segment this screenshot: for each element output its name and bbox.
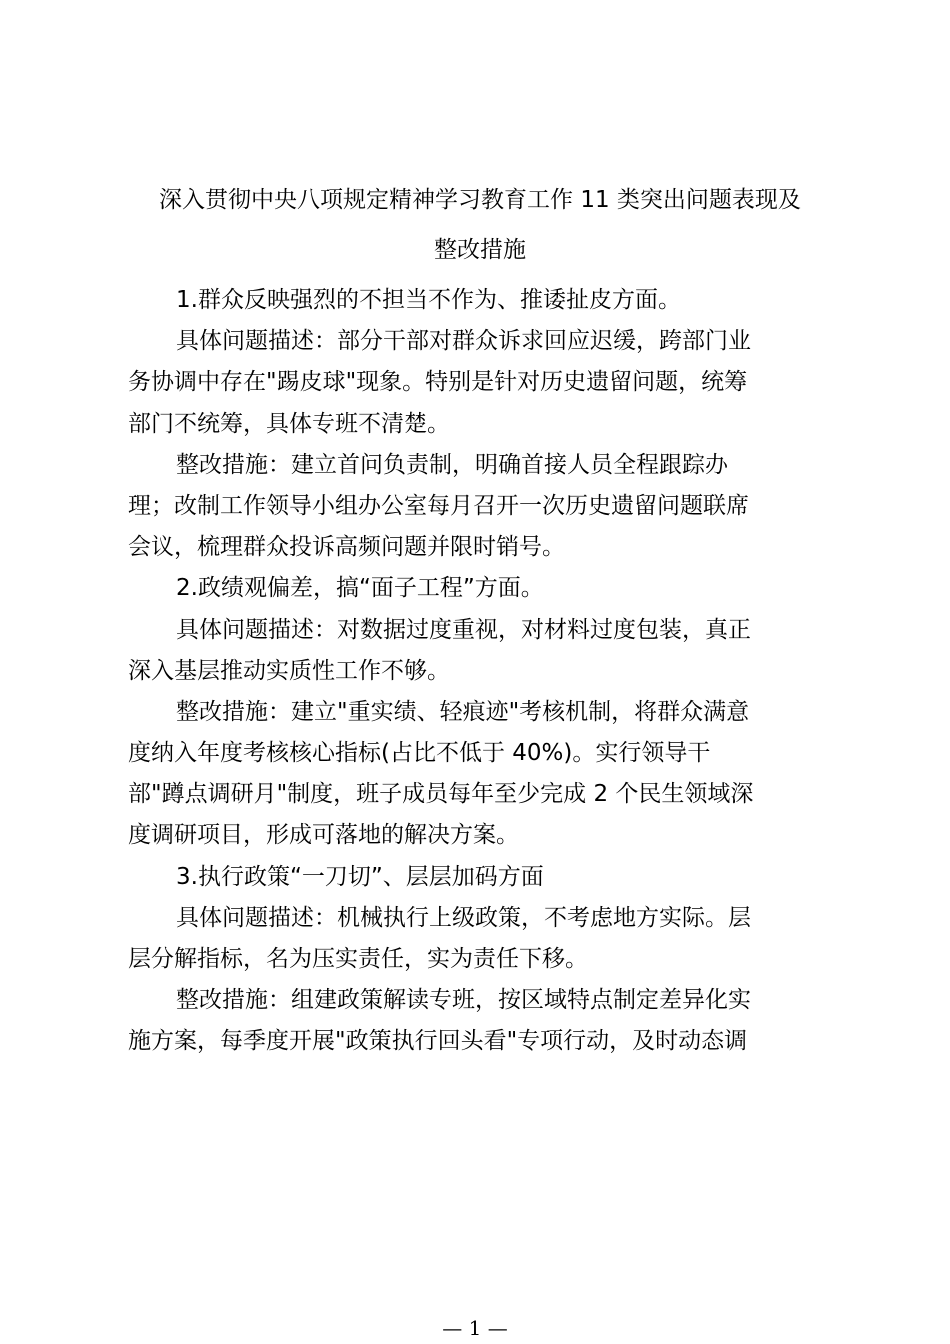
document-body bbox=[128, 280, 828, 1063]
body-line: 1.群众反映强烈的不担当不作为、推诿扯皮方面。 bbox=[176, 287, 681, 313]
body-line: 3.执行政策“一刀切”、层层加码方面 bbox=[176, 863, 544, 890]
body-line: 理；改制工作领导小组办公室每月召开一次历史遗留问题联席 bbox=[128, 492, 749, 519]
page-number: — 1 — bbox=[442, 1316, 508, 1340]
body-line: 务协调中存在"踢皮球"现象。特别是针对历史遗留问题，统筹 bbox=[128, 369, 748, 396]
body-line: 整改措施：组建政策解读专班，按区域特点制定差异化实 bbox=[176, 987, 751, 1014]
body-line: 部门不统筹，具体专班不清楚。 bbox=[128, 410, 450, 437]
body-line: 部"蹲点调研月"制度，班子成员每年至少完成 2 个民生领域深 bbox=[128, 781, 754, 808]
body-line: 度纳入年度考核核心指标(占比不低于 40%)。实行领导干 bbox=[128, 740, 711, 767]
body-line: 具体问题描述：部分干部对群众诉求回应迟缓，跨部门业 bbox=[176, 328, 751, 355]
body-line: 具体问题描述：对数据过度重视，对材料过度包装，真正 bbox=[176, 616, 751, 643]
body-line: 度调研项目，形成可落地的解决方案。 bbox=[128, 822, 519, 849]
body-line: 施方案，每季度开展"政策执行回头看"专项行动，及时动态调 bbox=[128, 1028, 748, 1055]
body-line: 会议，梳理群众投诉高频问题并限时销号。 bbox=[128, 534, 565, 561]
document-title-line-1: 深入贯彻中央八项规定精神学习教育工作 11 类突出问题表现及 bbox=[159, 187, 801, 213]
body-line: 整改措施：建立"重实绩、轻痕迹"考核机制，将群众满意 bbox=[176, 698, 750, 725]
body-line: 层分解指标，名为压实责任，实为责任下移。 bbox=[128, 946, 588, 972]
document-title-line-2: 整改措施 bbox=[434, 237, 526, 263]
body-line: 整改措施：建立首问负责制，明确首接人员全程跟踪办 bbox=[176, 451, 728, 478]
body-line: 具体问题描述：机械执行上级政策，不考虑地方实际。层 bbox=[176, 904, 751, 931]
body-line: 2.政绩观偏差，搞“面子工程”方面。 bbox=[176, 575, 544, 602]
body-line: 深入基层推动实质性工作不够。 bbox=[128, 657, 450, 684]
